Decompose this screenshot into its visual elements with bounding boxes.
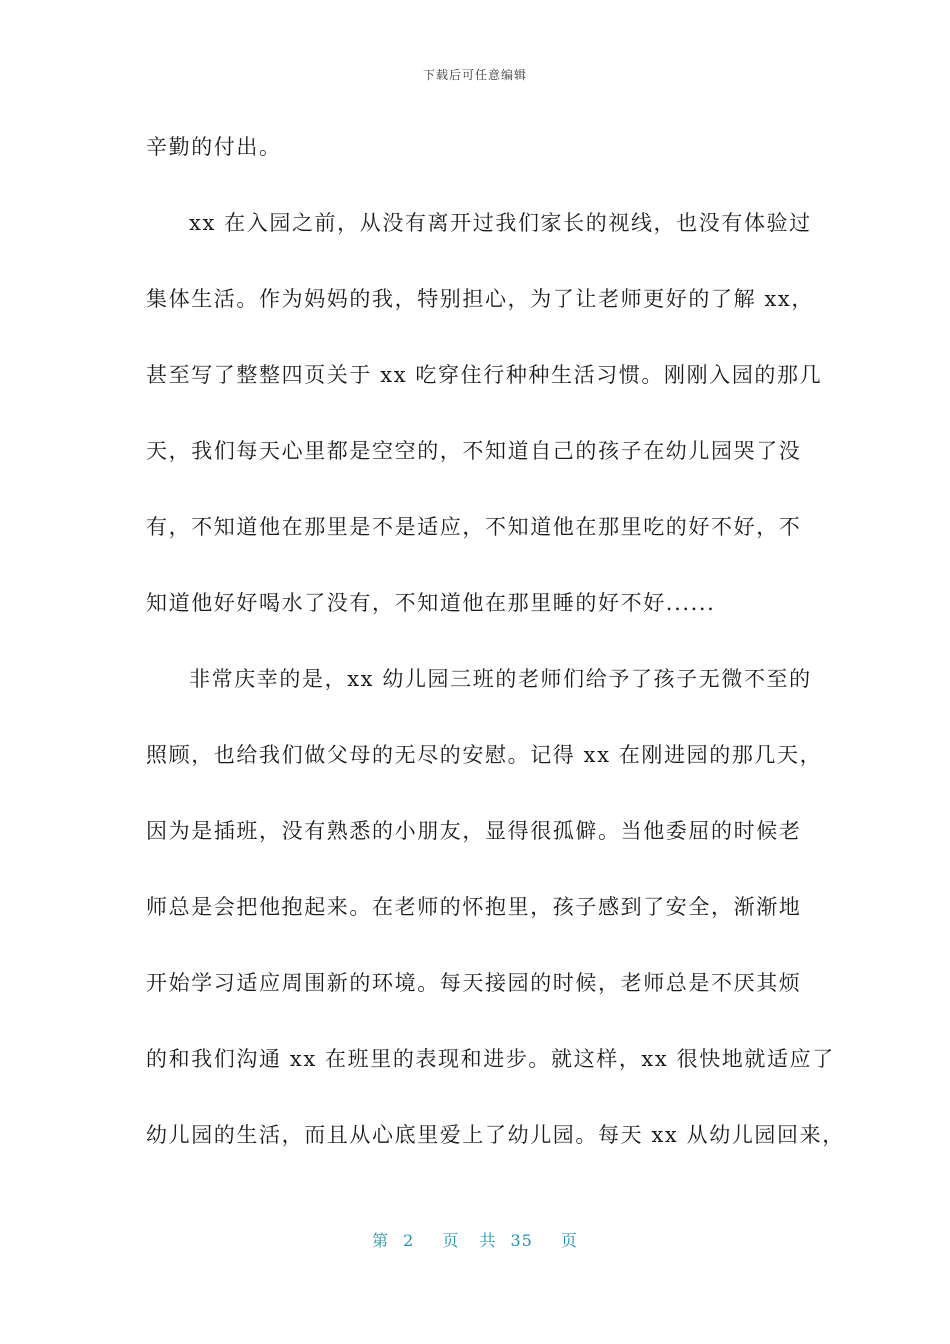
current-page-number: 2 <box>403 1231 415 1250</box>
paragraph-line: 开始学习适应周围新的环境。每天接园的时候，老师总是不厌其烦 <box>146 971 802 995</box>
paragraph-line: 幼儿园的生活，而且从心底里爱上了幼儿园。每天 xx 从幼儿园回来， <box>146 1123 845 1147</box>
paragraph-line: 师总是会把他抱起来。在老师的怀抱里，孩子感到了安全，渐渐地 <box>146 895 802 919</box>
page-label-prefix: 第 <box>372 1231 390 1250</box>
page-footer <box>0 1228 950 1251</box>
paragraph-line: 知道他好好喝水了没有，不知道他在那里睡的好不好...... <box>146 591 716 615</box>
page-label-suffix: 页 <box>560 1231 578 1250</box>
paragraph-line: 集体生活。作为妈妈的我，特别担心，为了让老师更好的了解 xx， <box>146 287 814 311</box>
paragraph-line: 天，我们每天心里都是空空的，不知道自己的孩子在幼儿园哭了没 <box>146 439 802 463</box>
paragraph-line: 辛勤的付出。 <box>146 135 282 159</box>
total-pages-number: 35 <box>510 1231 533 1250</box>
paragraph-line: 因为是插班，没有熟悉的小朋友，显得很孤僻。当他委屈的时候老 <box>146 819 802 843</box>
paragraph-line: 非常庆幸的是，xx 幼儿园三班的老师们给予了孩子无微不至的 <box>189 667 812 691</box>
paragraph-line: 照顾，也给我们做父母的无尽的安慰。记得 xx 在刚进园的那几天， <box>146 743 823 767</box>
paragraph-line: 甚至写了整整四页关于 xx 吃穿住行种种生活习惯。刚刚入园的那几 <box>146 363 823 387</box>
page-header: 下载后可任意编辑 <box>422 68 527 82</box>
paragraph-line: 的和我们沟通 xx 在班里的表现和进步。就这样，xx 很快地就适应了 <box>146 1047 835 1071</box>
paragraph-line: xx 在入园之前，从没有离开过我们家长的视线，也没有体验过 <box>189 211 812 235</box>
paragraph-line: 有，不知道他在那里是不是适应，不知道他在那里吃的好不好，不 <box>146 515 802 539</box>
page-label-middle: 页 共 <box>442 1231 497 1250</box>
